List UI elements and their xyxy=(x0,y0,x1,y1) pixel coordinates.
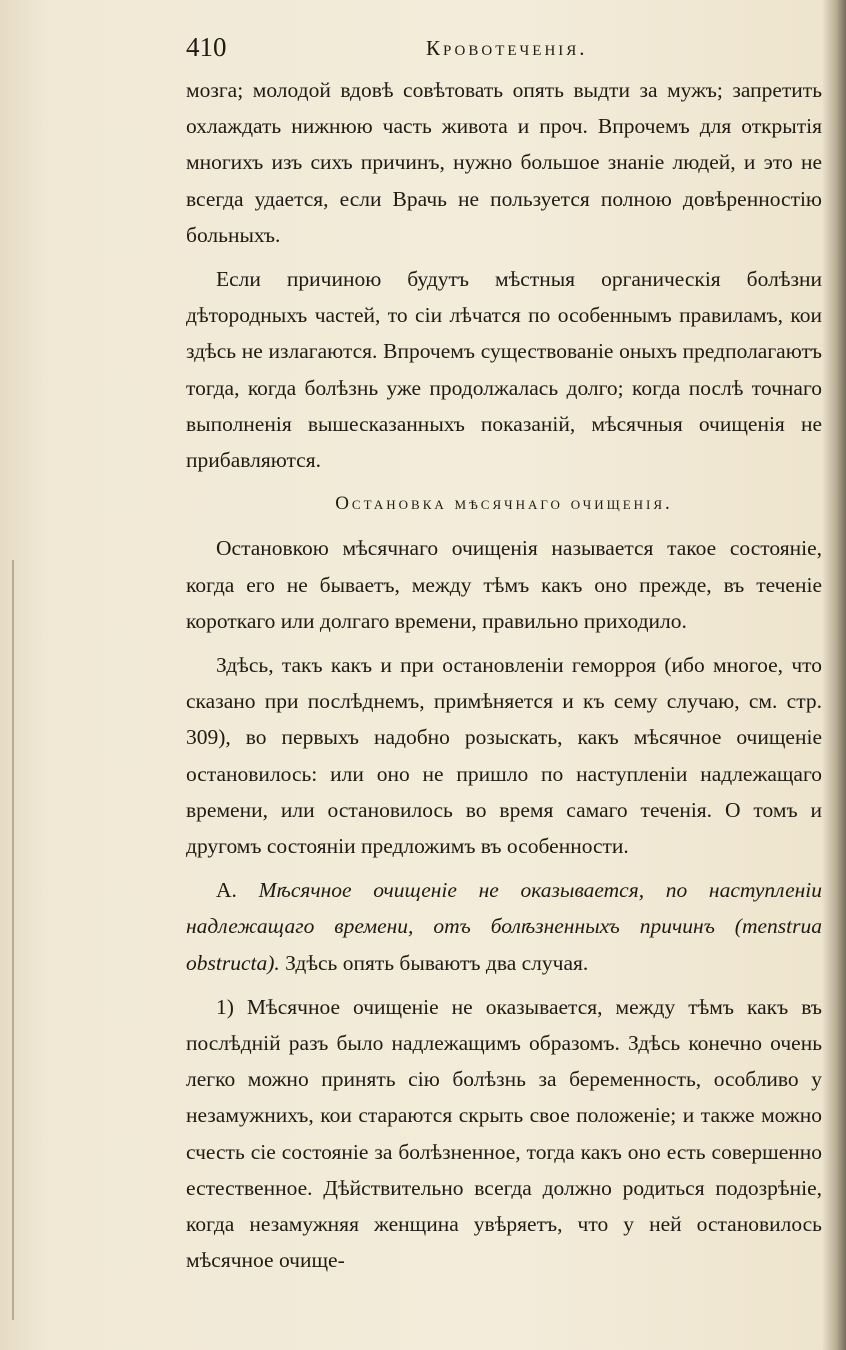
paragraph-case-1: 1) Мѣсячное очищеніе не оказывается, между тѣмъ какъ въ послѣдній разъ было надлежащимъ образомъ. Здѣсь конечно очень легко можно принять сію болѣзнь за беременность, особливо у незамужнихъ, кои стараются скрыть свое положеніе; и также можно счесть сіе состояніе за болѣзненное, тогда какъ оно есть совершенно естественное. Дѣйствительно всегда должно родиться подозрѣніе, когда незамужняя женщина увѣряетъ, что у ней остановилось мѣсячное очище- xyxy=(186,994,822,1273)
page-fold-line xyxy=(12,560,14,1320)
case-a-label: А. xyxy=(216,878,237,903)
section-heading: Остановка мѣсячнаго очищенія. xyxy=(335,493,673,515)
paragraph-hemorrhoid-comparison: Здѣсь, такъ какъ и при остановленіи геморроя (ибо многое, что сказано при послѣднемъ, примѣняется и къ сему случаю, см. стр. 309), во первыхъ надобно розыскать, какъ мѣсячное очищеніе остановилось: или оно не пришло по наступленіи надлежащаго времени, или остановилось во время самаго теченія. О томъ и другомъ состояніи предложимъ въ особенности. xyxy=(186,653,822,859)
page-header xyxy=(186,32,626,66)
case-a-italic-title: Мѣсячное очищеніе не оказывается, по наступленіи надлежащаго времени, отъ болѣзненныхъ причинъ (menstrua obstructa). xyxy=(186,878,823,975)
paragraph-continuation: мозга; молодой вдовѣ совѣтовать опять выдти за мужъ; запретить охлаждать нижнюю часть живота и проч. Впрочемъ для открытія многихъ изъ сихъ причинъ, нужно большое знаніе людей, и это не всегда удается, если Врачь не пользуется полною довѣренностію больныхъ. xyxy=(186,78,822,247)
running-head: Кровотеченія. xyxy=(426,36,588,60)
page-number: 410 xyxy=(186,32,227,62)
paragraph-case-a xyxy=(186,872,822,981)
page-gutter-shadow xyxy=(822,0,846,1350)
paragraph-local-diseases: Если причиною будутъ мѣстныя органическія болѣзни дѣтородныхъ частей, то сіи лѣчатся по особеннымъ правиламъ, кои здѣсь не излагаются. Впрочемъ существованіе оныхъ предполагаютъ тогда, когда болѣзнь уже продолжалась долго; когда послѣ точнаго выполненія вышесказанныхъ показаній, мѣсячныя очищенія не прибавляются. xyxy=(186,267,822,473)
page-body xyxy=(186,72,822,1287)
paragraph-definition: Остановкою мѣсячнаго очищенія называется такое состояніе, когда его не бываетъ, между тѣмъ какъ оно прежде, въ теченіе короткаго или долгаго времени, правильно приходило. xyxy=(186,536,822,633)
case-a-rest: Здѣсь опять бываютъ два случая. xyxy=(285,950,589,975)
